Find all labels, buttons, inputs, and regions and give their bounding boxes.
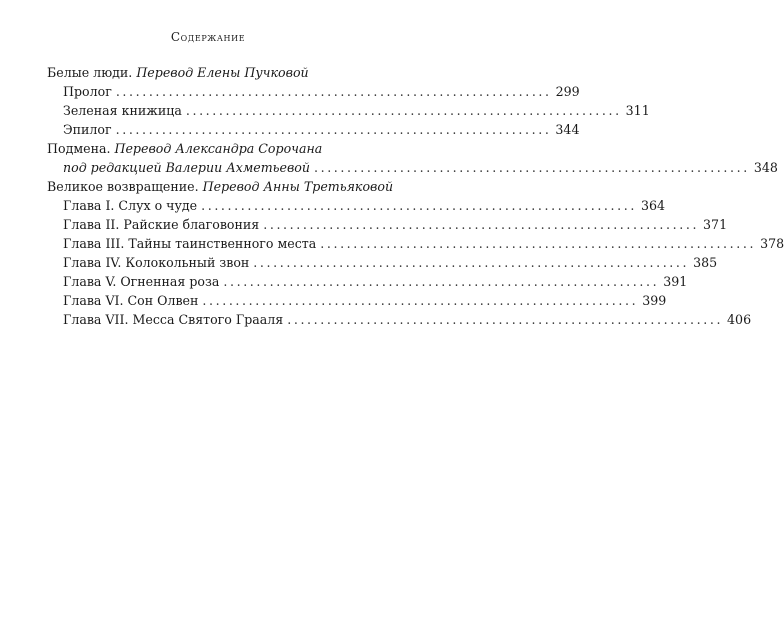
entry-title: Глава IV. Колокольный звон [63, 255, 250, 270]
table-of-contents [47, 63, 784, 329]
toc-entry [47, 253, 718, 272]
dot-leader: .................................................................. [263, 217, 700, 232]
entry-title: Глава V. Огненная роза [63, 274, 220, 289]
toc-entry [47, 158, 778, 177]
entry-title: Глава VI. Сон Олвен [63, 293, 199, 308]
toc-entry-section [47, 177, 394, 196]
entry-page-number: 371 [703, 217, 728, 232]
entry-translator: под редакцией Валерии Ахметьевой [63, 160, 310, 175]
entry-page-number: 299 [555, 84, 580, 99]
toc-entry [47, 272, 688, 291]
toc-entry [47, 291, 667, 310]
entry-title: Глава II. Райские благовония [63, 217, 260, 232]
entry-page-number: 348 [753, 160, 778, 175]
entry-translator: Перевод Александра Сорочана [114, 141, 323, 156]
dot-leader: .................................................................. [320, 236, 757, 251]
toc-entry [47, 310, 752, 329]
entry-title: Глава VII. Месса Святого Грааля [63, 312, 284, 327]
entry-page-number: 364 [640, 198, 665, 213]
dot-leader: .................................................................. [115, 122, 552, 137]
entry-translator: Перевод Анны Третьяковой [202, 179, 394, 194]
entry-page-number: 391 [663, 274, 688, 289]
entry-title: Подмена. [47, 141, 111, 156]
dot-leader: .................................................................. [253, 255, 690, 270]
toc-entry-section [47, 139, 373, 158]
entry-title: Глава I. Слух о чуде [63, 198, 198, 213]
entry-title: Великое возвращение. [47, 179, 199, 194]
entry-page-number: 311 [625, 103, 650, 118]
toc-entry [47, 215, 728, 234]
entry-translator: Перевод Елены Пучковой [136, 65, 309, 80]
toc-entry [47, 234, 784, 253]
dot-leader: .................................................................. [287, 312, 724, 327]
entry-page-number: 344 [555, 122, 580, 137]
toc-entry [47, 120, 580, 139]
toc-entry [47, 82, 580, 101]
dot-leader: .................................................................. [223, 274, 660, 289]
dot-leader: .................................................................. [314, 160, 750, 175]
entry-title: Глава III. Тайны таинственного места [63, 236, 317, 251]
entry-title: Пролог [63, 84, 112, 99]
entry-page-number: 406 [727, 312, 752, 327]
dot-leader: .................................................................. [202, 293, 639, 308]
entry-page-number: 378 [760, 236, 784, 251]
entry-title: Эпилог [63, 122, 112, 137]
toc-entry [47, 196, 665, 215]
dot-leader: .................................................................. [185, 103, 622, 118]
entry-page-number: 399 [642, 293, 667, 308]
toc-entry-section [47, 63, 373, 82]
entry-page-number: 385 [693, 255, 718, 270]
toc-entry [47, 101, 650, 120]
toc-heading: Содержание [170, 30, 246, 44]
entry-title: Зеленая книжица [63, 103, 182, 118]
dot-leader: .................................................................. [201, 198, 637, 213]
entry-title: Белые люди. [47, 65, 133, 80]
dot-leader: .................................................................. [115, 84, 552, 99]
